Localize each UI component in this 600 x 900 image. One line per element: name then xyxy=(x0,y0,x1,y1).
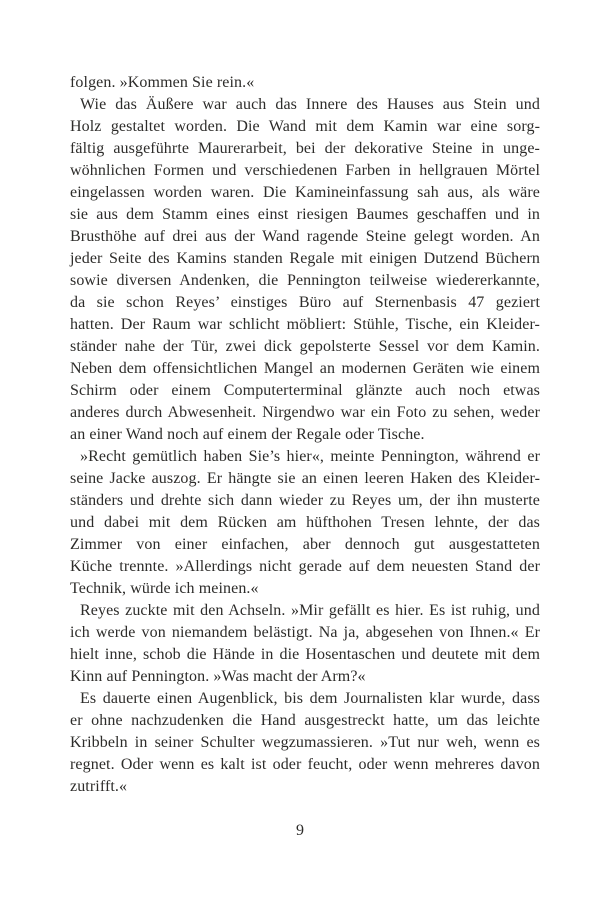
text-line: fältig ausgeführte Maurerarbeit, bei der dekorative Steine in unge- xyxy=(70,140,540,157)
paragraph xyxy=(70,94,540,446)
text-line: Reyes zuckte mit den Achseln. »Mir gefällt es hier. Es ist ruhig, und xyxy=(80,602,540,619)
text-line: und dabei mit dem Rücken am hüfthohen Tresen lehnte, der das xyxy=(70,514,540,531)
text-line: ich werde von niemandem belästigt. Na ja, abgesehen von Ihnen.« Er xyxy=(70,624,540,641)
paragraph xyxy=(70,600,540,688)
paragraph xyxy=(70,688,540,798)
text-line: Holz gestaltet worden. Die Wand mit dem Kamin war eine sorg- xyxy=(70,118,540,135)
text-line: Kribbeln in seiner Schulter wegzumassieren. »Tut nur weh, wenn es xyxy=(70,734,540,751)
text-line: »Recht gemütlich haben Sie’s hier«, meinte Pennington, während er xyxy=(80,448,540,465)
paragraph xyxy=(70,446,540,600)
text-line: seine Jacke auszog. Er hängte sie an einen leeren Haken des Kleider- xyxy=(70,470,540,487)
text-line: Brusthöhe auf drei aus der Wand ragende Steine gelegt worden. An xyxy=(70,228,540,245)
text-line: wöhnlichen Formen und verschiedenen Farben in hellgrauen Mörtel xyxy=(70,162,540,179)
text-line: Küche trennte. »Allerdings nicht gerade auf dem neuesten Stand der xyxy=(70,558,540,575)
text-line: Kinn auf Pennington. »Was macht der Arm?« xyxy=(70,668,366,685)
text-line: Technik, würde ich meinen.« xyxy=(70,580,259,597)
text-line: ständer nahe der Tür, zwei dick gepolsterte Sessel vor dem Kamin. xyxy=(70,338,540,355)
text-line: jeder Seite des Kamins standen Regale mit einigen Dutzend Büchern xyxy=(70,250,540,267)
text-line: folgen. »Kommen Sie rein.« xyxy=(70,74,255,91)
text-line: hatten. Der Raum war schlicht möbliert: Stühle, Tische, ein Kleider- xyxy=(70,316,540,333)
text-line: an einer Wand noch auf einem der Regale oder Tische. xyxy=(70,426,425,443)
text-line: ständers und drehte sich dann wieder zu Reyes um, der ihn musterte xyxy=(70,492,540,509)
text-line: Es dauerte einen Augenblick, bis dem Journalisten klar wurde, dass xyxy=(80,690,540,707)
text-line: da sie schon Reyes’ einstiges Büro auf Sternenbasis 47 geziert xyxy=(70,294,540,311)
text-line: sie aus dem Stamm eines einst riesigen Baumes geschaffen und in xyxy=(70,206,540,223)
text-line: er ohne nachzudenken die Hand ausgestreckt hatte, um das leichte xyxy=(70,712,540,729)
text-line: Wie das Äußere war auch das Innere des Hauses aus Stein und xyxy=(80,96,540,113)
text-line: Schirm oder einem Computerterminal glänzte auch noch etwas xyxy=(70,382,540,399)
paragraph xyxy=(70,72,540,94)
text-line: eingelassen worden waren. Die Kamineinfassung sah aus, als wäre xyxy=(70,184,540,201)
text-line: Neben dem offensichtlichen Mangel an modernen Geräten wie einem xyxy=(70,360,540,377)
text-line: hielt inne, schob die Hände in die Hosentaschen und deutete mit dem xyxy=(70,646,540,663)
text-line: sowie diversen Andenken, die Pennington teilweise wiedererkannte, xyxy=(70,272,540,289)
text-line: anderes durch Abwesenheit. Nirgendwo war ein Foto zu sehen, weder xyxy=(70,404,540,421)
text-line: zutrifft.« xyxy=(70,778,128,795)
page-number: 9 xyxy=(296,822,304,839)
text-line: regnet. Oder wenn es kalt ist oder feucht, oder wenn mehreres davon xyxy=(70,756,540,773)
text-block xyxy=(70,72,540,798)
text-line: Zimmer von einer einfachen, aber dennoch gut ausgestatteten xyxy=(70,536,540,553)
